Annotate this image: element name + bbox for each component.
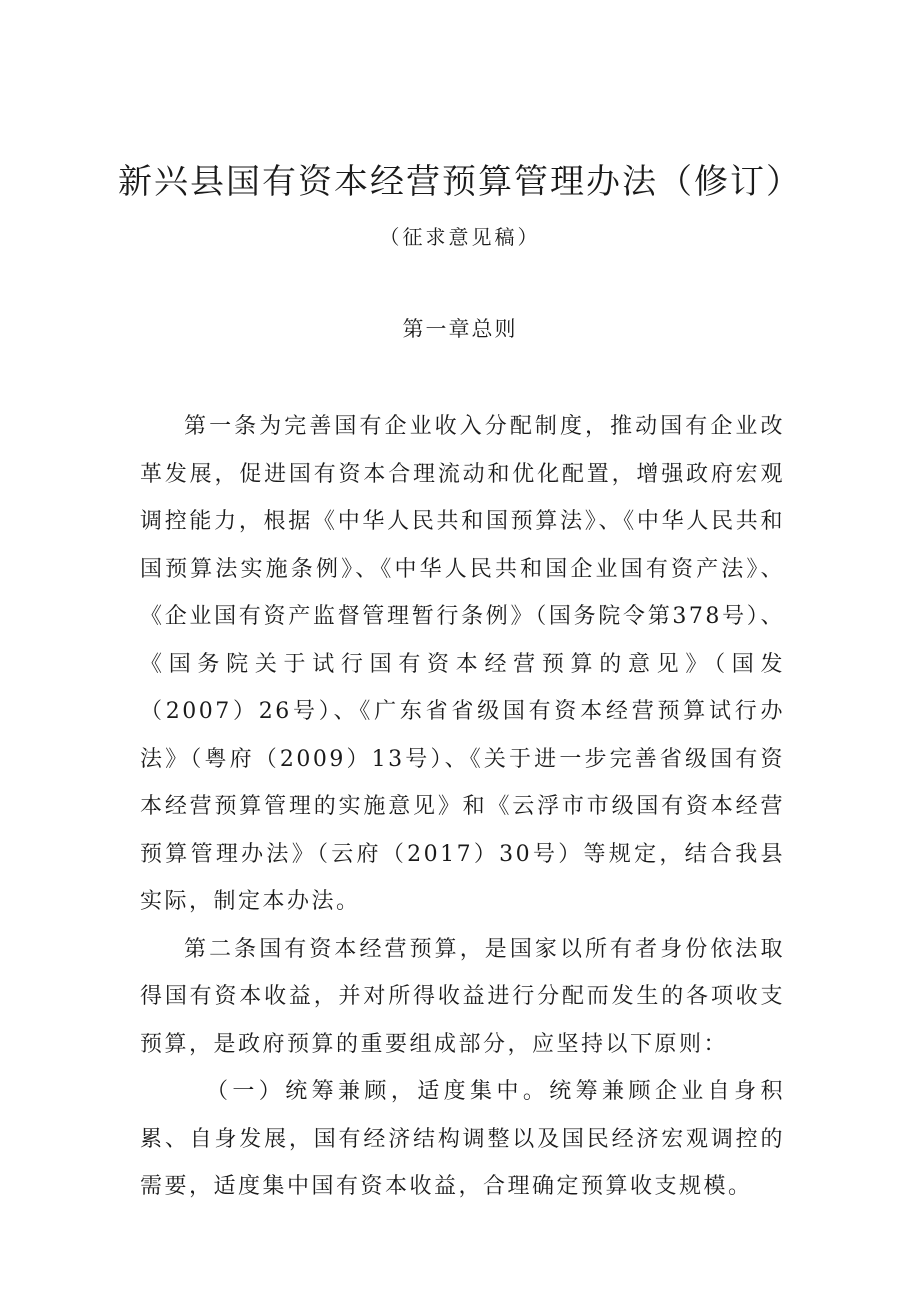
- article-1-paragraph: 第一条为完善国有企业收入分配制度，推动国有企业改革发展，促进国有资本合理流动和优化配置，增强政府宏观调控能力，根据《中华人民共和国预算法》、《中华人民共和国预算法实施条例》、《中华人民共和国企业国有资产法》、《企业国有资产监督管理暂行条例》（国务院令第378号）、《国务院关于试行国有资本经营预算的意见》（国发（2007）26号）、《广东省省级国有资本经营预算试行办法》（粤府（2009）13号）、《关于进一步完善省级国有资本经营预算管理的实施意见》和《云浮市市级国有资本经营预算管理办法》（云府（2017）30号）等规定，结合我县实际，制定本办法。: [140, 414, 785, 914]
- principle-1-paragraph: （一）统筹兼顾，适度集中。统筹兼顾企业自身积累、自身发展，国有经济结构调整以及国民经济宏观调控的需要，适度集中国有资本收益，合理确定预算收支规模。: [140, 1079, 785, 1199]
- document-title: 新兴县国有资本经营预算管理办法（修订）: [118, 162, 802, 202]
- document-subtitle: （征求意见稿）: [379, 225, 541, 249]
- article-2-paragraph: 第二条国有资本经营预算，是国家以所有者身份依法取得国有资本收益，并对所得收益进行分配而发生的各项收支预算，是政府预算的重要组成部分，应坚持以下原则：: [140, 936, 785, 1057]
- chapter-heading: 第一章总则: [402, 317, 518, 341]
- document-body: [140, 403, 785, 1211]
